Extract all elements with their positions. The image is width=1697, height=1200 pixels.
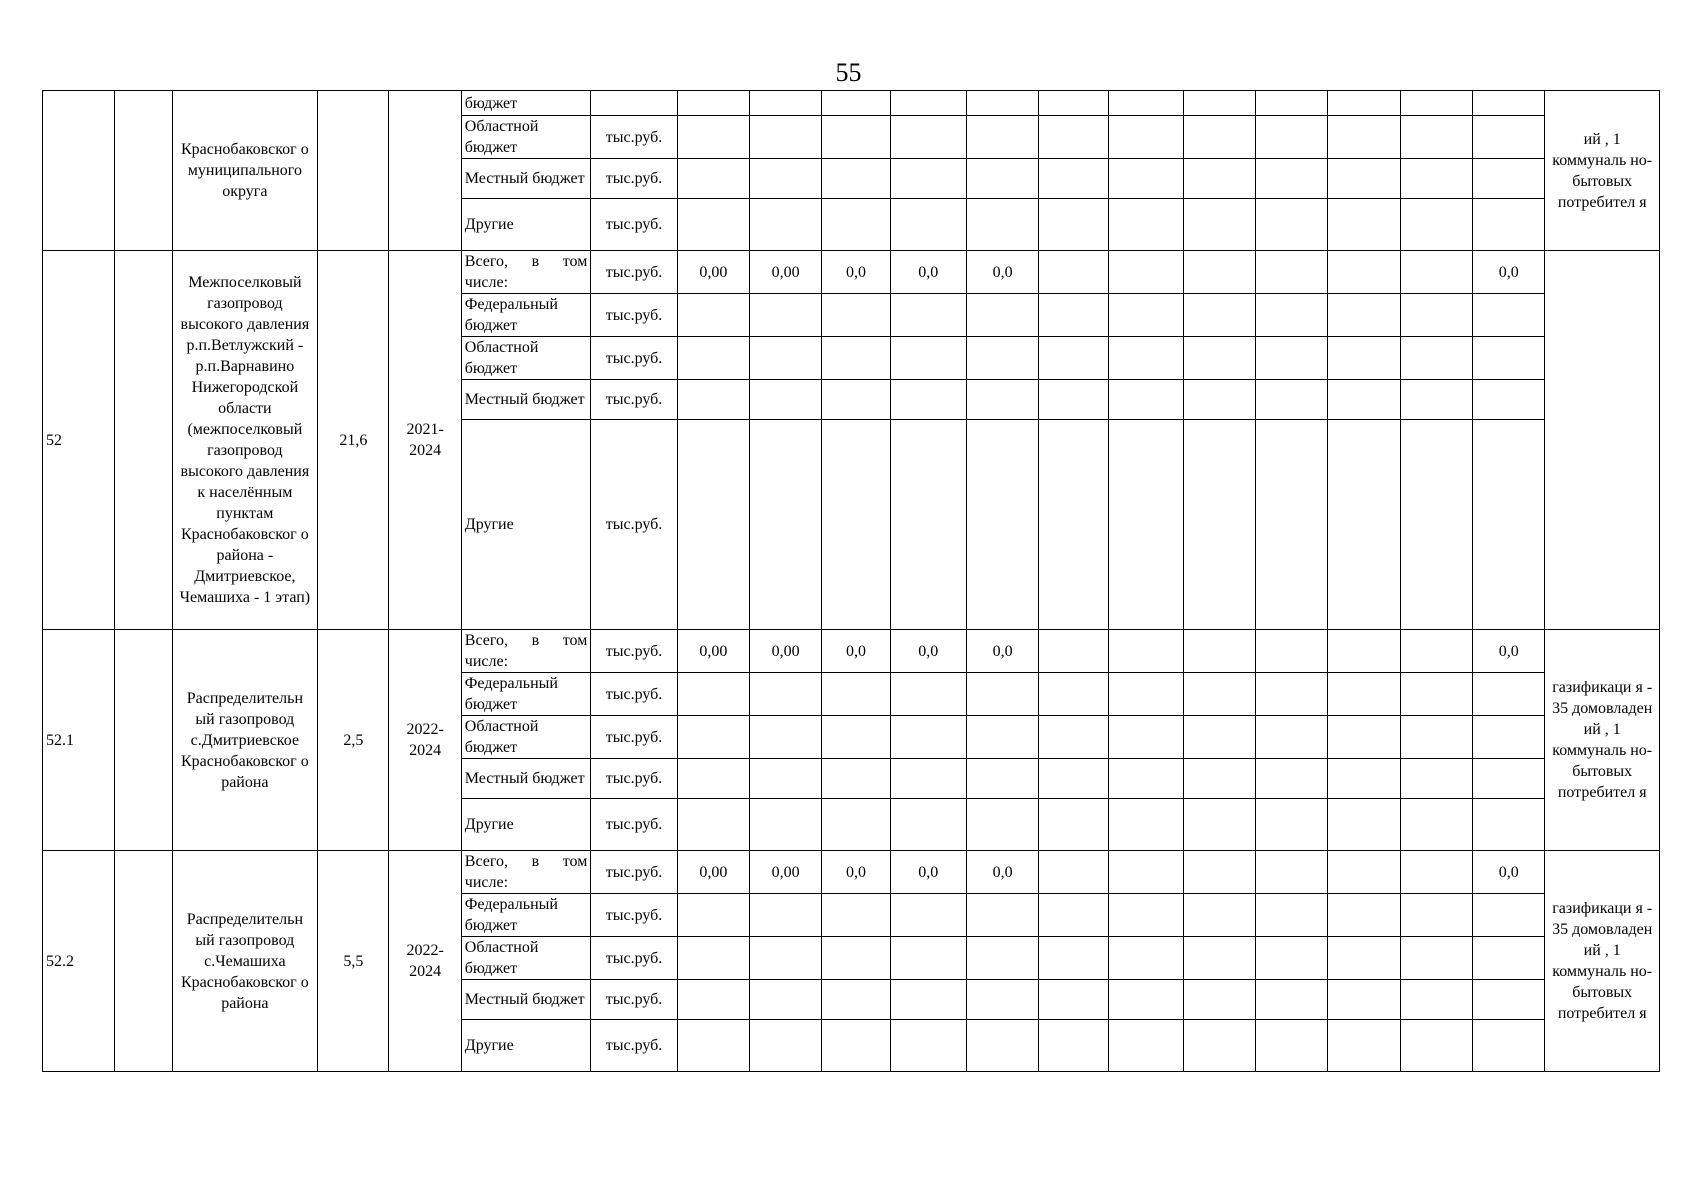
result-cell [1545, 251, 1660, 630]
source-value-cell [1473, 337, 1545, 380]
total-value-cell [1039, 851, 1108, 894]
source-value-cell [966, 294, 1038, 337]
source-value-cell [1039, 337, 1108, 380]
funding-source-cell: Местный бюджет [461, 380, 591, 420]
funding-source-cell: Другие [461, 420, 591, 630]
source-value-cell [1400, 337, 1472, 380]
total-value-cell: 0,00 [677, 851, 749, 894]
total-value-cell [1183, 630, 1255, 673]
source-value-cell [1183, 420, 1255, 630]
top-value-cell [1328, 199, 1400, 251]
top-value-cell [890, 116, 966, 159]
source-value-cell [1108, 799, 1183, 851]
source-value-cell [677, 759, 749, 799]
top-value-cell [1039, 91, 1108, 116]
source-value-cell [1473, 759, 1545, 799]
result-cell: газификаци я - 35 домовладен ий , 1 коммуналь но-бытовых потребител я [1545, 851, 1660, 1072]
source-value-cell [1108, 716, 1183, 759]
source-value-cell [822, 894, 890, 937]
unit-cell: тыс.руб. [591, 420, 677, 630]
source-value-cell [1328, 937, 1400, 980]
source-value-cell [966, 716, 1038, 759]
funding-source-cell: Федеральный бюджет [461, 894, 591, 937]
top-value-cell [1328, 91, 1400, 116]
funding-source-cell: Другие [461, 799, 591, 851]
source-value-cell [1400, 380, 1472, 420]
unit-cell: тыс.руб. [591, 251, 677, 294]
total-value-cell: 0,0 [966, 251, 1038, 294]
top-value-cell [1400, 116, 1472, 159]
top-value-cell [1328, 159, 1400, 199]
years-cell: 2022-2024 [389, 630, 461, 851]
source-value-cell [1328, 380, 1400, 420]
source-value-cell [1183, 380, 1255, 420]
unit-cell: тыс.руб. [591, 199, 677, 251]
top-value-cell [1256, 116, 1328, 159]
source-value-cell [1039, 673, 1108, 716]
source-value-cell [1328, 673, 1400, 716]
source-value-cell [677, 799, 749, 851]
source-value-cell [1183, 980, 1255, 1020]
length-cell: 21,6 [318, 251, 389, 630]
top-value-cell [1108, 199, 1183, 251]
source-value-cell [677, 337, 749, 380]
top-value-cell [1108, 116, 1183, 159]
unit-cell: тыс.руб. [591, 759, 677, 799]
source-value-cell [890, 799, 966, 851]
source-value-cell [1183, 799, 1255, 851]
funding-source-cell: Областной бюджет [461, 337, 591, 380]
top-value-cell [1183, 159, 1255, 199]
top-value-cell [750, 116, 822, 159]
object-name-cell: Краснобаковског о муниципального округа [172, 91, 318, 251]
total-value-cell: 0,0 [1473, 630, 1545, 673]
source-value-cell [1328, 759, 1400, 799]
total-value-cell: 0,0 [822, 630, 890, 673]
source-value-cell [822, 294, 890, 337]
total-value-cell: 0,0 [822, 851, 890, 894]
top-value-cell [677, 199, 749, 251]
source-value-cell [1108, 759, 1183, 799]
source-value-cell [822, 937, 890, 980]
total-value-cell [1256, 851, 1328, 894]
funding-source-cell: Всего, в том числе: [461, 251, 591, 294]
top-value-cell [1328, 116, 1400, 159]
source-value-cell [750, 420, 822, 630]
top-value-cell [1183, 199, 1255, 251]
source-value-cell [1256, 980, 1328, 1020]
source-value-cell [966, 673, 1038, 716]
total-value-cell: 0,0 [966, 630, 1038, 673]
source-value-cell [750, 759, 822, 799]
years-cell [389, 91, 461, 251]
table-row [43, 851, 1660, 894]
funding-source-cell: Областной бюджет [461, 116, 591, 159]
source-value-cell [1108, 894, 1183, 937]
source-value-cell [1039, 759, 1108, 799]
source-value-cell [1328, 420, 1400, 630]
top-value-cell [1400, 159, 1472, 199]
page-number: 55 [835, 58, 862, 87]
total-value-cell [1328, 251, 1400, 294]
source-value-cell [1183, 337, 1255, 380]
total-value-cell: 0,00 [750, 851, 822, 894]
source-value-cell [1039, 294, 1108, 337]
source-value-cell [1108, 673, 1183, 716]
total-value-cell: 0,0 [822, 251, 890, 294]
length-cell: 2,5 [318, 630, 389, 851]
source-value-cell [1473, 716, 1545, 759]
source-value-cell [1039, 420, 1108, 630]
top-value-cell [1256, 159, 1328, 199]
source-value-cell [1473, 980, 1545, 1020]
blank-cell [115, 91, 172, 251]
source-value-cell [1183, 759, 1255, 799]
top-value-cell [1400, 91, 1472, 116]
source-value-cell [1256, 759, 1328, 799]
source-value-cell [890, 937, 966, 980]
source-value-cell [966, 799, 1038, 851]
budget-table [42, 90, 1660, 1072]
source-value-cell [1108, 980, 1183, 1020]
source-value-cell [677, 894, 749, 937]
funding-source-cell: Местный бюджет [461, 759, 591, 799]
row-number-cell [43, 91, 115, 251]
source-value-cell [1473, 420, 1545, 630]
source-value-cell [966, 420, 1038, 630]
funding-source-cell: Областной бюджет [461, 716, 591, 759]
total-value-cell: 0,00 [677, 630, 749, 673]
unit-cell: тыс.руб. [591, 1020, 677, 1072]
source-value-cell [1039, 980, 1108, 1020]
total-value-cell [1039, 630, 1108, 673]
top-value-cell [1473, 159, 1545, 199]
top-value-cell [677, 91, 749, 116]
source-value-cell [1400, 980, 1472, 1020]
source-value-cell [890, 420, 966, 630]
source-value-cell [822, 716, 890, 759]
total-value-cell [1400, 851, 1472, 894]
source-value-cell [1183, 937, 1255, 980]
top-value-cell [677, 116, 749, 159]
unit-cell: тыс.руб. [591, 337, 677, 380]
source-value-cell [750, 380, 822, 420]
source-value-cell [822, 420, 890, 630]
top-value-cell [1108, 159, 1183, 199]
total-value-cell [1108, 251, 1183, 294]
source-value-cell [750, 799, 822, 851]
top-value-cell [750, 159, 822, 199]
source-value-cell [1039, 716, 1108, 759]
source-value-cell [1256, 337, 1328, 380]
source-value-cell [1108, 420, 1183, 630]
source-value-cell [1328, 894, 1400, 937]
source-value-cell [1256, 716, 1328, 759]
source-value-cell [677, 937, 749, 980]
top-value-cell [822, 91, 890, 116]
source-value-cell [1400, 420, 1472, 630]
unit-cell [591, 91, 677, 116]
source-value-cell [1039, 799, 1108, 851]
top-value-cell [1039, 159, 1108, 199]
total-value-cell: 0,0 [890, 851, 966, 894]
total-value-cell [1328, 851, 1400, 894]
total-value-cell: 0,0 [966, 851, 1038, 894]
funding-source-cell: Федеральный бюджет [461, 294, 591, 337]
total-value-cell: 0,0 [890, 630, 966, 673]
source-value-cell [822, 1020, 890, 1072]
unit-cell: тыс.руб. [591, 630, 677, 673]
unit-cell: тыс.руб. [591, 673, 677, 716]
total-value-cell: 0,00 [750, 251, 822, 294]
source-value-cell [677, 294, 749, 337]
source-value-cell [966, 337, 1038, 380]
length-cell: 5,5 [318, 851, 389, 1072]
source-value-cell [1328, 337, 1400, 380]
unit-cell: тыс.руб. [591, 937, 677, 980]
source-value-cell [822, 980, 890, 1020]
top-value-cell [1039, 199, 1108, 251]
source-value-cell [750, 716, 822, 759]
table-row [43, 251, 1660, 294]
source-value-cell [890, 894, 966, 937]
total-value-cell [1108, 851, 1183, 894]
source-value-cell [822, 759, 890, 799]
top-value-cell [750, 91, 822, 116]
row-number-cell: 52.1 [43, 630, 115, 851]
source-value-cell [890, 294, 966, 337]
funding-source-cell: Федеральный бюджет [461, 673, 591, 716]
unit-cell: тыс.руб. [591, 380, 677, 420]
source-value-cell [1328, 1020, 1400, 1072]
years-cell: 2021-2024 [389, 251, 461, 630]
funding-source-cell: Всего, в том числе: [461, 851, 591, 894]
top-value-cell [1400, 199, 1472, 251]
source-value-cell [677, 380, 749, 420]
source-value-cell [677, 673, 749, 716]
source-value-cell [677, 1020, 749, 1072]
total-value-cell: 0,0 [890, 251, 966, 294]
source-value-cell [1183, 716, 1255, 759]
total-value-cell [1328, 630, 1400, 673]
source-value-cell [966, 980, 1038, 1020]
source-value-cell [1400, 894, 1472, 937]
source-value-cell [1400, 937, 1472, 980]
unit-cell: тыс.руб. [591, 294, 677, 337]
top-value-cell [1183, 91, 1255, 116]
source-value-cell [1039, 937, 1108, 980]
total-value-cell [1108, 630, 1183, 673]
total-value-cell: 0,00 [677, 251, 749, 294]
blank-cell [115, 851, 172, 1072]
row-number-cell: 52.2 [43, 851, 115, 1072]
top-value-cell [1473, 199, 1545, 251]
source-value-cell [1256, 937, 1328, 980]
source-value-cell [1400, 1020, 1472, 1072]
source-value-cell [1183, 1020, 1255, 1072]
unit-cell: тыс.руб. [591, 159, 677, 199]
source-value-cell [1256, 673, 1328, 716]
source-value-cell [1328, 716, 1400, 759]
source-value-cell [750, 337, 822, 380]
source-value-cell [966, 380, 1038, 420]
source-value-cell [1256, 294, 1328, 337]
funding-source-cell: Всего, в том числе: [461, 630, 591, 673]
top-value-cell [750, 199, 822, 251]
source-value-cell [750, 894, 822, 937]
source-value-cell [890, 337, 966, 380]
years-cell: 2022-2024 [389, 851, 461, 1072]
object-name-cell: Распределительн ый газопровод с.Чемашиха Краснобаковског о района [172, 851, 318, 1072]
source-value-cell [1039, 380, 1108, 420]
top-value-cell [1108, 91, 1183, 116]
source-value-cell [1183, 673, 1255, 716]
source-value-cell [750, 937, 822, 980]
unit-cell: тыс.руб. [591, 799, 677, 851]
top-value-cell [822, 159, 890, 199]
source-value-cell [1108, 1020, 1183, 1072]
object-name-cell: Распределительн ый газопровод с.Дмитриевское Краснобаковског о района [172, 630, 318, 851]
source-value-cell [1256, 894, 1328, 937]
top-value-cell [966, 159, 1038, 199]
source-value-cell [1108, 937, 1183, 980]
top-value-cell [677, 159, 749, 199]
source-value-cell [1473, 937, 1545, 980]
source-value-cell [890, 759, 966, 799]
source-value-cell [1473, 294, 1545, 337]
top-value-cell [966, 116, 1038, 159]
source-value-cell [966, 894, 1038, 937]
top-value-cell [1473, 116, 1545, 159]
source-value-cell [1400, 294, 1472, 337]
top-value-cell [890, 91, 966, 116]
source-value-cell [1256, 1020, 1328, 1072]
top-value-cell [1473, 91, 1545, 116]
total-value-cell [1400, 251, 1472, 294]
unit-cell: тыс.руб. [591, 980, 677, 1020]
funding-source-cell: Другие [461, 199, 591, 251]
table-row [43, 630, 1660, 673]
unit-cell: тыс.руб. [591, 716, 677, 759]
source-value-cell [1108, 294, 1183, 337]
unit-cell: тыс.руб. [591, 116, 677, 159]
total-value-cell: 0,0 [1473, 251, 1545, 294]
top-value-cell [1183, 116, 1255, 159]
source-value-cell [890, 980, 966, 1020]
top-value-cell [966, 91, 1038, 116]
source-value-cell [1039, 894, 1108, 937]
funding-source-cell: Местный бюджет [461, 159, 591, 199]
total-value-cell [1256, 630, 1328, 673]
source-value-cell [966, 759, 1038, 799]
total-value-cell [1183, 851, 1255, 894]
source-value-cell [890, 716, 966, 759]
length-cell [318, 91, 389, 251]
source-value-cell [1256, 799, 1328, 851]
source-value-cell [1328, 294, 1400, 337]
blank-cell [115, 630, 172, 851]
source-value-cell [966, 937, 1038, 980]
unit-cell: тыс.руб. [591, 851, 677, 894]
funding-source-cell: Другие [461, 1020, 591, 1072]
object-name-cell: Межпоселковый газопровод высокого давления р.п.Ветлужский - р.п.Варнавино Нижегородской области (межпоселковый газопровод высокого давления к населённым пунктам Краснобаковског о района - Дмитриевское, Чемашиха - 1 этап) [172, 251, 318, 630]
funding-source-cell: бюджет [461, 91, 591, 116]
source-value-cell [677, 980, 749, 1020]
source-value-cell [1473, 380, 1545, 420]
source-value-cell [1400, 673, 1472, 716]
unit-cell: тыс.руб. [591, 894, 677, 937]
source-value-cell [1328, 799, 1400, 851]
top-value-cell [822, 116, 890, 159]
source-value-cell [1039, 1020, 1108, 1072]
result-cell: газификаци я - 35 домовладен ий , 1 коммуналь но-бытовых потребител я [1545, 630, 1660, 851]
source-value-cell [750, 294, 822, 337]
source-value-cell [1400, 799, 1472, 851]
source-value-cell [1328, 980, 1400, 1020]
total-value-cell: 0,00 [750, 630, 822, 673]
source-value-cell [966, 1020, 1038, 1072]
funding-source-cell: Областной бюджет [461, 937, 591, 980]
source-value-cell [677, 716, 749, 759]
source-value-cell [1473, 673, 1545, 716]
top-value-cell [1256, 199, 1328, 251]
result-cell: ий , 1 коммуналь но-бытовых потребител я [1545, 91, 1660, 251]
total-value-cell [1256, 251, 1328, 294]
source-value-cell [1183, 894, 1255, 937]
source-value-cell [1183, 294, 1255, 337]
source-value-cell [1473, 1020, 1545, 1072]
total-value-cell [1400, 630, 1472, 673]
source-value-cell [1108, 380, 1183, 420]
top-value-cell [890, 159, 966, 199]
source-value-cell [1256, 380, 1328, 420]
source-value-cell [750, 980, 822, 1020]
table-row [43, 91, 1660, 116]
funding-source-cell: Местный бюджет [461, 980, 591, 1020]
source-value-cell [822, 337, 890, 380]
source-value-cell [677, 420, 749, 630]
source-value-cell [1256, 420, 1328, 630]
top-value-cell [1039, 116, 1108, 159]
source-value-cell [1473, 894, 1545, 937]
source-value-cell [750, 673, 822, 716]
source-value-cell [750, 1020, 822, 1072]
source-value-cell [822, 673, 890, 716]
total-value-cell [1039, 251, 1108, 294]
top-value-cell [1256, 91, 1328, 116]
source-value-cell [1473, 799, 1545, 851]
source-value-cell [1400, 759, 1472, 799]
total-value-cell: 0,0 [1473, 851, 1545, 894]
source-value-cell [1400, 716, 1472, 759]
total-value-cell [1183, 251, 1255, 294]
source-value-cell [890, 673, 966, 716]
top-value-cell [822, 199, 890, 251]
source-value-cell [890, 1020, 966, 1072]
top-value-cell [890, 199, 966, 251]
source-value-cell [822, 380, 890, 420]
source-value-cell [822, 799, 890, 851]
source-value-cell [890, 380, 966, 420]
blank-cell [115, 251, 172, 630]
top-value-cell [966, 199, 1038, 251]
row-number-cell: 52 [43, 251, 115, 630]
source-value-cell [1108, 337, 1183, 380]
